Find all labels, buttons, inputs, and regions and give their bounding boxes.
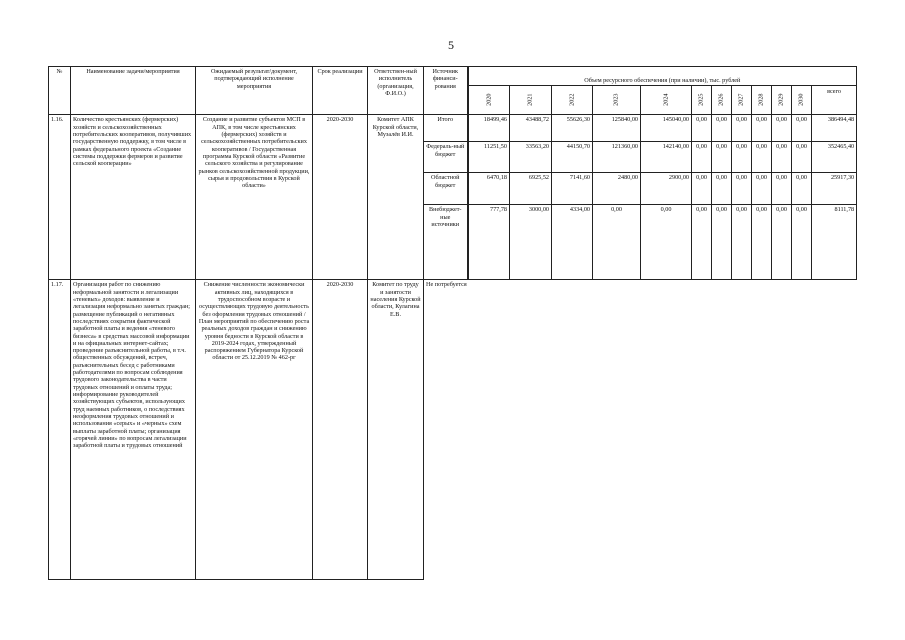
total-cell: 8111,78 — [812, 205, 857, 280]
value-cell: 0,00 — [692, 115, 712, 142]
value-cell: 0,00 — [732, 205, 752, 280]
row-result: Создание и развитие субъектов МСП в АПК, в том числе крестьянских (фермерских) хозяйств и сельскохозяйственных потребительских кооперативов / Государственная программа Курской области «Развитие сельского хозяйства и регулирование рынков сельскохозяйственной продукции, сырья и продовольствия в Курской области» — [196, 115, 313, 280]
value-cell: 43488,72 — [510, 115, 552, 142]
value-cell: 777,78 — [468, 205, 510, 280]
value-cell: 55626,30 — [552, 115, 593, 142]
header-year: 2022 — [552, 86, 593, 115]
value-cell: 4334,00 — [552, 205, 593, 280]
table-row — [49, 280, 857, 580]
value-cell: 0,00 — [792, 142, 812, 173]
value-cell: 0,00 — [792, 115, 812, 142]
source-name: Федераль-ный бюджет — [424, 142, 468, 173]
page-number: 5 — [448, 38, 454, 52]
value-cell: 0,00 — [732, 142, 752, 173]
header-year: 2025 — [692, 86, 712, 115]
source-name: Внебюджет-ные источники — [424, 205, 468, 280]
header-num: № — [49, 67, 71, 115]
header-result: Ожидаемый результат/документ, подтверждающий исполнение мероприятия — [196, 67, 313, 115]
value-cell: 0,00 — [792, 205, 812, 280]
header-year: 2021 — [510, 86, 552, 115]
row-term: 2020-2030 — [313, 280, 368, 580]
value-cell: 121360,00 — [593, 142, 641, 173]
header-task: Наименование задачи/мероприятия — [71, 67, 196, 115]
value-cell: 142140,00 — [641, 142, 692, 173]
value-cell: 125840,00 — [593, 115, 641, 142]
source-name: Итого — [424, 115, 468, 142]
total-cell: 25917,30 — [812, 173, 857, 205]
header-responsible: Ответствен-ный исполнитель (организация, Ф.И.О.) — [368, 67, 424, 115]
header-source: Источник финанси-рования — [424, 67, 468, 115]
value-cell: 0,00 — [772, 115, 792, 142]
header-resources: Объем ресурсного обеспечения (при наличии), тыс. рублей — [468, 67, 857, 86]
value-cell: 0,00 — [792, 173, 812, 205]
value-cell: 0,00 — [712, 205, 732, 280]
value-cell: 0,00 — [712, 115, 732, 142]
value-cell: 0,00 — [772, 173, 792, 205]
row-num: 1.17. — [49, 280, 71, 580]
value-cell: 33563,20 — [510, 142, 552, 173]
value-cell: 0,00 — [692, 205, 712, 280]
value-cell: 0,00 — [641, 205, 692, 280]
value-cell: 0,00 — [752, 173, 772, 205]
total-cell: 352465,40 — [812, 142, 857, 173]
value-cell: 2480,00 — [593, 173, 641, 205]
value-cell: 6925,52 — [510, 173, 552, 205]
resource-table — [48, 66, 857, 580]
row-responsible: Комитет по труду и занятости населения Курской области, Кулагина Е.В. — [368, 280, 424, 580]
row-term: 2020-2030 — [313, 115, 368, 280]
value-cell: 0,00 — [772, 142, 792, 173]
value-cell: 6470,18 — [468, 173, 510, 205]
row-task: Количество крестьянских (фермерских) хозяйств и сельскохозяйственных потребительских кооперативов, получивших государственную поддержку, в том числе в рамках федерального проекта «Создание системы поддержки фермеров и развитие сельской кооперации» — [71, 115, 196, 280]
header-total: всего — [812, 86, 857, 115]
header-year: 2028 — [752, 86, 772, 115]
value-cell: 0,00 — [772, 205, 792, 280]
header-year: 2023 — [593, 86, 641, 115]
value-cell: 0,00 — [692, 173, 712, 205]
header-year: 2026 — [712, 86, 732, 115]
value-cell: 11251,50 — [468, 142, 510, 173]
value-cell: 0,00 — [752, 142, 772, 173]
value-cell: 0,00 — [593, 205, 641, 280]
value-cell: 3000,00 — [510, 205, 552, 280]
value-cell: 2900,00 — [641, 173, 692, 205]
funding-note: Не потребуется — [424, 280, 857, 580]
header-year: 2030 — [792, 86, 812, 115]
total-cell: 386494,48 — [812, 115, 857, 142]
value-cell: 0,00 — [732, 115, 752, 142]
row-result: Снижение численности экономически активных лиц, находящихся в трудоспособном возрасте и осуществляющих трудовую деятельность без оформления трудовых отношений / План мероприятий по обеспечению роста реальных доходов граждан и снижению уровня бедности в Курской области в 2019-2024 годах, утвержденный распоряжением Губернатора Курской области от 25.12.2019 № 462-рг — [196, 280, 313, 580]
header-year: 2029 — [772, 86, 792, 115]
value-cell: 7141,60 — [552, 173, 593, 205]
value-cell: 0,00 — [712, 142, 732, 173]
header-year: 2027 — [732, 86, 752, 115]
row-task: Организация работ по снижению неформальной занятости и легализации «теневых» доходов: выявление и легализация неформально занятых граждан; размещение публикаций о негативных последствиях сокрытия фактической заработной платы и ведения «теневого бизнеса» в средствах массовой информации и на официальных интернет-сайтах; проведение разъяснительной работы, в т.ч. общественных обсуждений, встреч, разъяснительных бесед с работниками работодателями по вопросам соблюдения трудового законодательства в части трудовых отношений и оплаты труда; информирование руководителей хозяйствующих субъектов, использующих труд наемных работников, о последствиях неоформления трудовых отношений и использования «серых» и «черных» схем выплаты заработной платы; организация «горячей линии» по вопросам легализации заработной платы и трудовых отношений — [71, 280, 196, 580]
source-name: Областной бюджет — [424, 173, 468, 205]
value-cell: 0,00 — [752, 205, 772, 280]
row-num: 1.16. — [49, 115, 71, 280]
value-cell: 0,00 — [712, 173, 732, 205]
row-responsible: Комитет АПК Курской области, Музалёв И.И. — [368, 115, 424, 280]
value-cell: 0,00 — [692, 142, 712, 173]
value-cell: 44150,70 — [552, 142, 593, 173]
value-cell: 0,00 — [732, 173, 752, 205]
header-year: 2024 — [641, 86, 692, 115]
header-term: Срок реализации — [313, 67, 368, 115]
value-cell: 145040,00 — [641, 115, 692, 142]
value-cell: 18499,46 — [468, 115, 510, 142]
table-row — [49, 115, 857, 142]
header-year: 2020 — [468, 86, 510, 115]
value-cell: 0,00 — [752, 115, 772, 142]
